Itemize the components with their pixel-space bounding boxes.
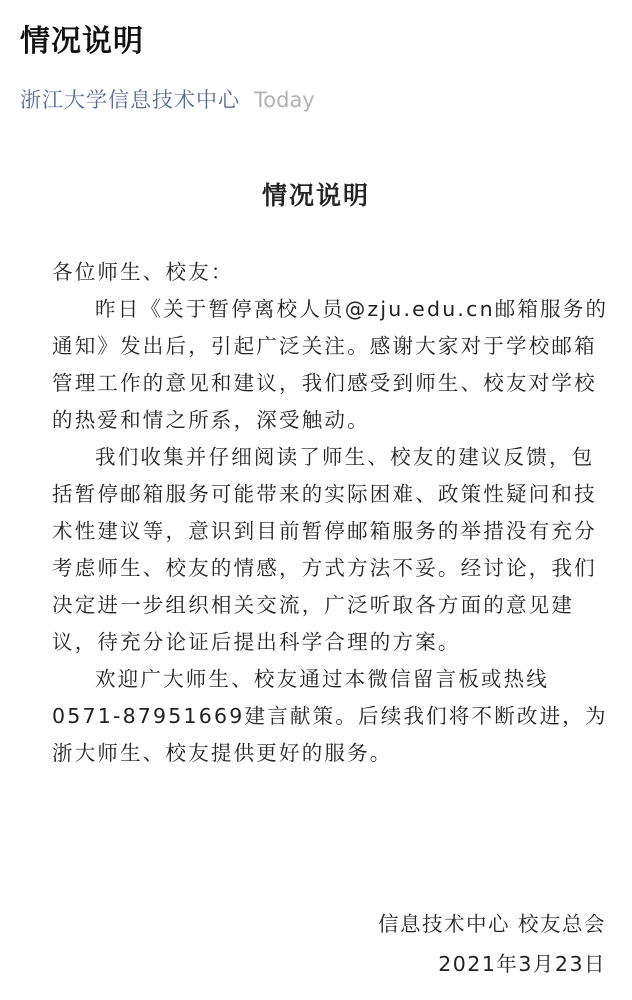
article-heading: 情况说明 — [261, 181, 370, 210]
publish-time: Today — [254, 88, 315, 112]
sign-date: 2021年3月23日 — [438, 952, 606, 976]
article-body — [52, 254, 612, 772]
paragraph: 欢迎广大师生、校友通过本微信留言板或热线0571-87951669建言献策。后续我们将不断改进，为浙大师生、校友提供更好的服务。 — [52, 667, 608, 765]
article-meta — [20, 84, 315, 114]
paragraph: 昨日《关于暂停离校人员@zju.edu.cn邮箱服务的通知》发出后，引起广泛关注。感谢大家对于学校邮箱管理工作的意见和建议，我们感受到师生、校友对学校的热爱和情之所系，深受触动。 — [52, 297, 609, 432]
paragraph: 我们收集并仔细阅读了师生、校友的建议反馈，包括暂停邮箱服务可能带来的实际困难、政策性疑问和技术性建议等，意识到目前暂停邮箱服务的举措没有充分考虑师生、校友的情感，方式方法不妥。经讨论，我们决定进一步组织相关交流，广泛听取各方面的意见建议，待充分论证后提出科学合理的方案。 — [52, 445, 597, 654]
account-name-link[interactable]: 浙江大学信息技术中心 — [20, 88, 240, 112]
page-title: 情况说明 — [20, 24, 144, 59]
signature-block — [378, 904, 606, 984]
salutation: 各位师生、校友： — [52, 260, 234, 284]
signature: 信息技术中心 校友总会 — [377, 912, 606, 936]
